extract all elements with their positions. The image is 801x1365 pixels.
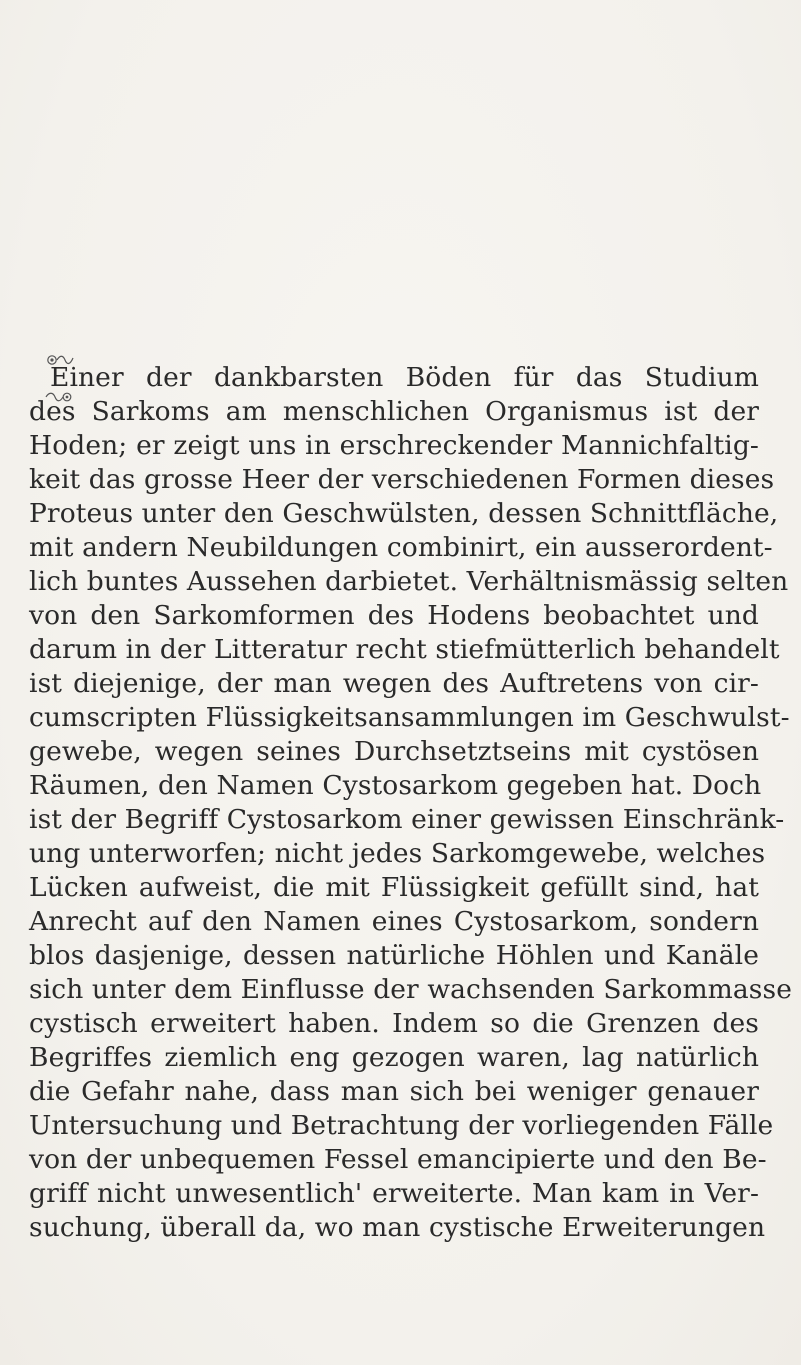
text-line: die Gefahr nahe, dass man sich bei weniger genauer bbox=[29, 1076, 759, 1107]
text-line: cystisch erweitert haben. Indem so die Grenzen des bbox=[29, 1008, 759, 1039]
text-line: keit das grosse Heer der verschiedenen Formen dieses bbox=[29, 464, 775, 495]
text-line: ist diejenige, der man wegen des Auftretens von cir- bbox=[29, 668, 759, 699]
text-line: cumscripten Flüssigkeitsansammlungen im Geschwulst- bbox=[29, 702, 790, 733]
text-line: suchung, überall da, wo man cystische Erweiterungen bbox=[29, 1212, 766, 1243]
text-line: Hoden; er zeigt uns in erschreckender Mannichfaltig- bbox=[29, 430, 759, 461]
text-line: Anrecht auf den Namen eines Cystosarkom, sondern bbox=[29, 906, 759, 937]
text-line: Räumen, den Namen Cystosarkom gegeben hat. Doch bbox=[29, 770, 762, 801]
text-line: des Sarkoms am menschlichen Organismus ist der bbox=[29, 396, 759, 427]
text-line: Lücken aufweist, die mit Flüssigkeit gefüllt sind, hat bbox=[29, 872, 759, 903]
text-line: von der unbequemen Fessel emancipierte und den Be- bbox=[29, 1144, 767, 1175]
text-line: Proteus unter den Geschwülsten, dessen Schnittfläche, bbox=[29, 498, 779, 529]
text-line: Einer der dankbarsten Böden für das Studium bbox=[50, 362, 759, 393]
text-line: von den Sarkomformen des Hodens beobachtet und bbox=[29, 600, 759, 631]
text-line: sich unter dem Einflusse der wachsenden Sarkommasse bbox=[29, 974, 792, 1005]
text-line: blos dasjenige, dessen natürliche Höhlen und Kanäle bbox=[29, 940, 759, 971]
text-line: ist der Begriff Cystosarkom einer gewissen Einschränk- bbox=[29, 804, 785, 835]
text-line: darum in der Litteratur recht stiefmütterlich behandelt bbox=[29, 634, 780, 665]
text-line: lich buntes Aussehen darbietet. Verhältnismässig selten bbox=[29, 566, 789, 597]
text-line: gewebe, wegen seines Durchsetztseins mit cystösen bbox=[29, 736, 759, 767]
text-line: ung unterworfen; nicht jedes Sarkomgewebe, welches bbox=[29, 838, 766, 869]
text-line: Begriffes ziemlich eng gezogen waren, lag natürlich bbox=[29, 1042, 759, 1073]
text-line: Untersuchung und Betrachtung der vorliegenden Fälle bbox=[29, 1110, 774, 1141]
text-line: griff nicht unwesentlich' erweiterte. Man kam in Ver- bbox=[29, 1178, 759, 1209]
text-line: mit andern Neubildungen combinirt, ein ausserordent- bbox=[29, 532, 773, 563]
